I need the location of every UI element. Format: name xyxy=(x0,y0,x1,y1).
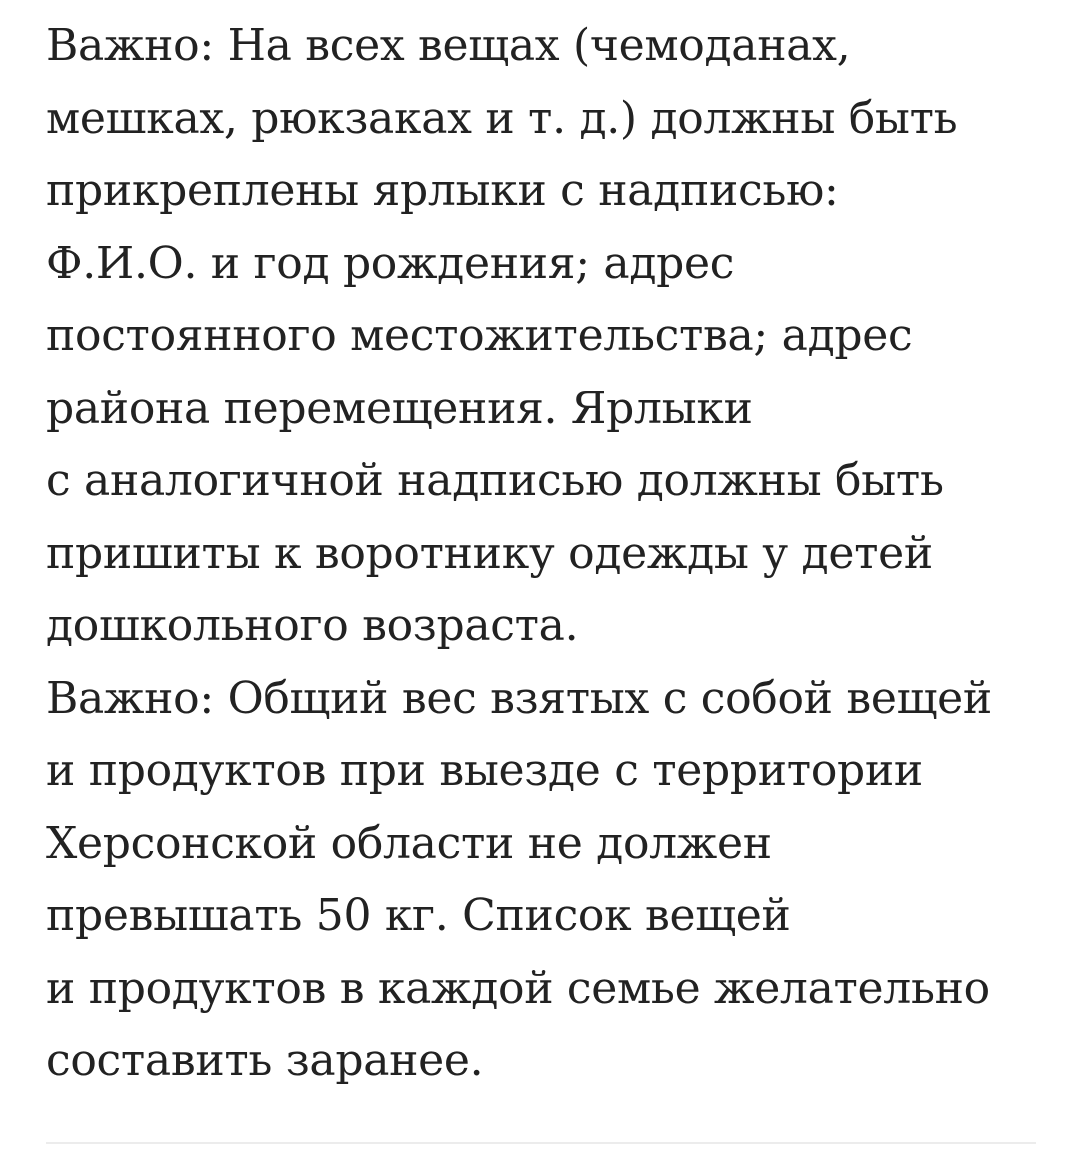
text-line: прикреплены ярлыки с надписью: xyxy=(46,165,839,216)
text-line: Ф.И.О. и год рождения; адрес xyxy=(46,237,735,289)
paragraph-luggage-labels xyxy=(46,10,1046,663)
text-line: превышать 50 кг. Список вещей xyxy=(46,890,791,941)
section-divider xyxy=(46,1142,1036,1144)
text-line: составить заранее. xyxy=(46,1035,484,1086)
text-line: Важно: Общий вес взятых с собой вещей xyxy=(46,672,992,724)
paragraph-weight-limit xyxy=(46,663,1046,1098)
text-line: и продуктов в каждой семье желательно xyxy=(46,962,990,1014)
text-line: постоянного местожительства; адрес xyxy=(46,310,913,361)
text-line: с аналогичной надписью должны быть xyxy=(46,455,944,506)
article-text xyxy=(46,10,1046,1098)
text-line: и продуктов при выезде с территории xyxy=(46,745,923,796)
text-line: пришиты к воротнику одежды у детей xyxy=(46,527,933,579)
text-line: Херсонской области не должен xyxy=(46,817,772,869)
text-line: Важно: На всех вещах (чемоданах, xyxy=(46,20,851,71)
text-line: района перемещения. Ярлыки xyxy=(46,382,753,434)
text-line: мешках, рюкзаках и т. д.) должны быть xyxy=(46,92,958,144)
text-line: дошкольного возраста. xyxy=(46,600,579,651)
